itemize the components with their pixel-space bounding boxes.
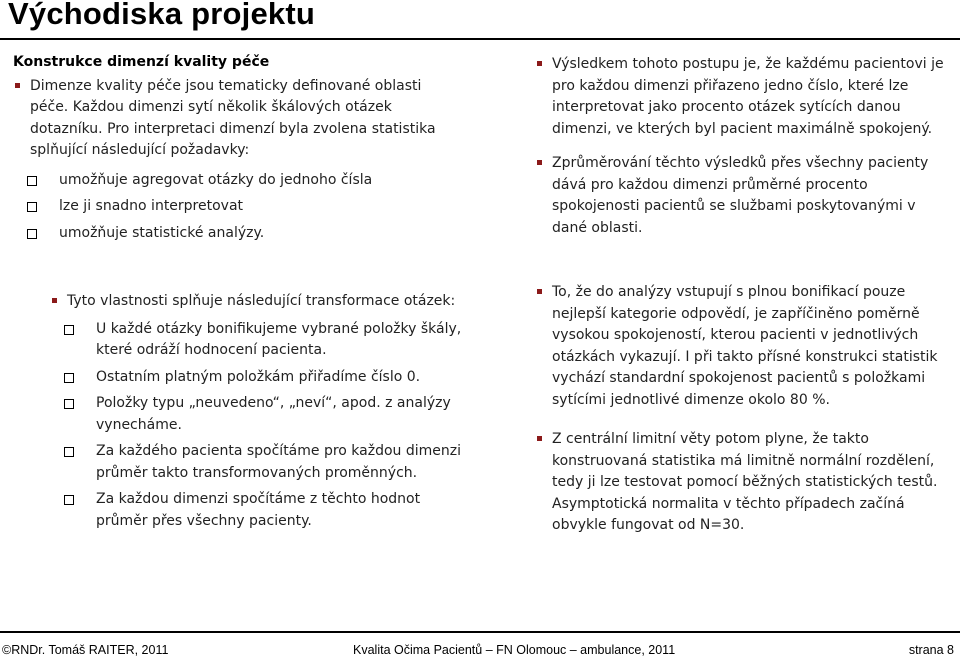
page-number: strana 8 [908,643,954,657]
slide-title: Východiska projektu [8,0,316,31]
sub-item: Ostatním platným položkám přiřadíme číslo 0. [50,367,462,389]
bottom-right-column [535,282,953,537]
title-divider [0,38,960,40]
bullet-item: Výsledkem tohoto postupu je, že každému pacientovi je pro každou dimenzi přiřazeno jedno číslo, které lze interpretovat jako procento otázek sytících danou dimenzi, ve kterých byl pacient maximálně spokojený. [535,54,949,140]
bottom-left-column [50,291,462,532]
sub-item: Za každou dimenzi spočítáme z těchto hodnot průměr přes všechny pacienty. [50,489,462,532]
footer-divider [0,631,960,633]
sub-item: umožňuje statistické analýzy. [13,223,445,245]
footer-center-text: Kvalita Očima Pacientů – FN Olomouc – ambulance, 2011 [353,643,676,657]
top-left-column [13,52,445,244]
footer-author: ©RNDr. Tomáš RAITER, 2011 [2,643,169,657]
sub-item: Za každého pacienta spočítáme pro každou dimenzi průměr takto transformovaných proměnných. [50,441,462,484]
bullet-item: Tyto vlastnosti splňuje následující transformace otázek: [50,291,462,313]
sub-item: Položky typu „neuvedeno“, „neví“, apod. z analýzy vynecháme. [50,393,462,436]
sub-item: lze ji snadno interpretovat [13,196,445,218]
section-heading: Konstrukce dimenzí kvality péče [13,54,270,70]
top-right-column [535,54,949,239]
bullet-item: Z centrální limitní věty potom plyne, že takto konstruovaná statistika má limitně normální rozdělení, tedy ji lze testovat pomocí běžných statistických testů. Asymptotická normalita v těchto případech začíná obvykle fungovat od N=30. [535,429,953,537]
bullet-item: Dimenze kvality péče jsou tematicky definované oblasti péče. Každou dimenzi sytí několik škálových otázek dotazníku. Pro interpretaci dimenzí byla zvolena statistika splňující následující požadavky: [13,76,445,162]
bullet-item: To, že do analýzy vstupují s plnou bonifikací pouze nejlepší kategorie odpovědí, je zapříčiněno poměrně vysokou spokojeností, kterou pacienti v jednotlivých otázkách vykazují. I při takto přísné konstrukci statistik vychází standardní spokojenost pacientů s položkami sytícími jednotlivé dimenze okolo 80 %. [535,282,953,411]
sub-item: U každé otázky bonifikujeme vybrané položky škály, které odráží hodnocení pacienta. [50,319,462,362]
sub-item: umožňuje agregovat otázky do jednoho čísla [13,170,445,192]
bullet-item: Zprůměrování těchto výsledků přes všechny pacienty dává pro každou dimenzi průměrné procento spokojenosti pacientů se službami poskytovanými v dané oblasti. [535,153,949,239]
